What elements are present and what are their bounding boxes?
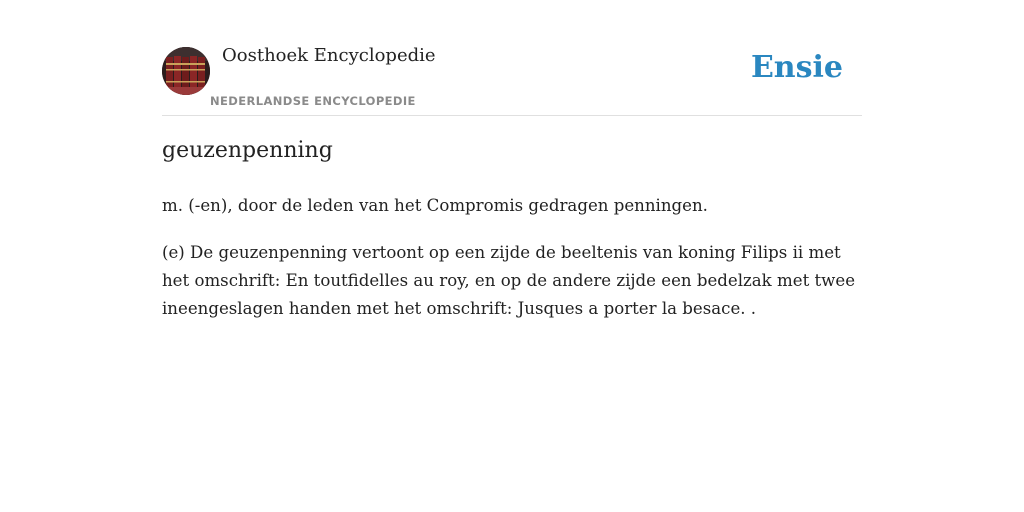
- entry-paragraph: (e) De geuzenpenning vertoont op een zijde de beeltenis van koning Filips ii met het omschrift: En toutfidelles au roy, en op de andere zijde een bedelzak met twee ineengeslagen handen met het omschrift: Jusques a porter la besace. .: [162, 243, 856, 318]
- site-subtitle: NEDERLANDSE ENCYCLOPEDIE: [210, 94, 416, 108]
- page-container: [162, 0, 862, 512]
- header: [162, 0, 862, 116]
- avatar[interactable]: [162, 47, 210, 95]
- book-spines-icon: [162, 47, 210, 95]
- entry-title: geuzenpenning: [162, 138, 333, 163]
- entry-paragraph: m. (-en), door de leden van het Compromis gedragen penningen.: [162, 196, 708, 215]
- brand-logo-link[interactable]: Ensie: [750, 50, 843, 85]
- site-title-link[interactable]: Oosthoek Encyclopedie: [222, 45, 436, 66]
